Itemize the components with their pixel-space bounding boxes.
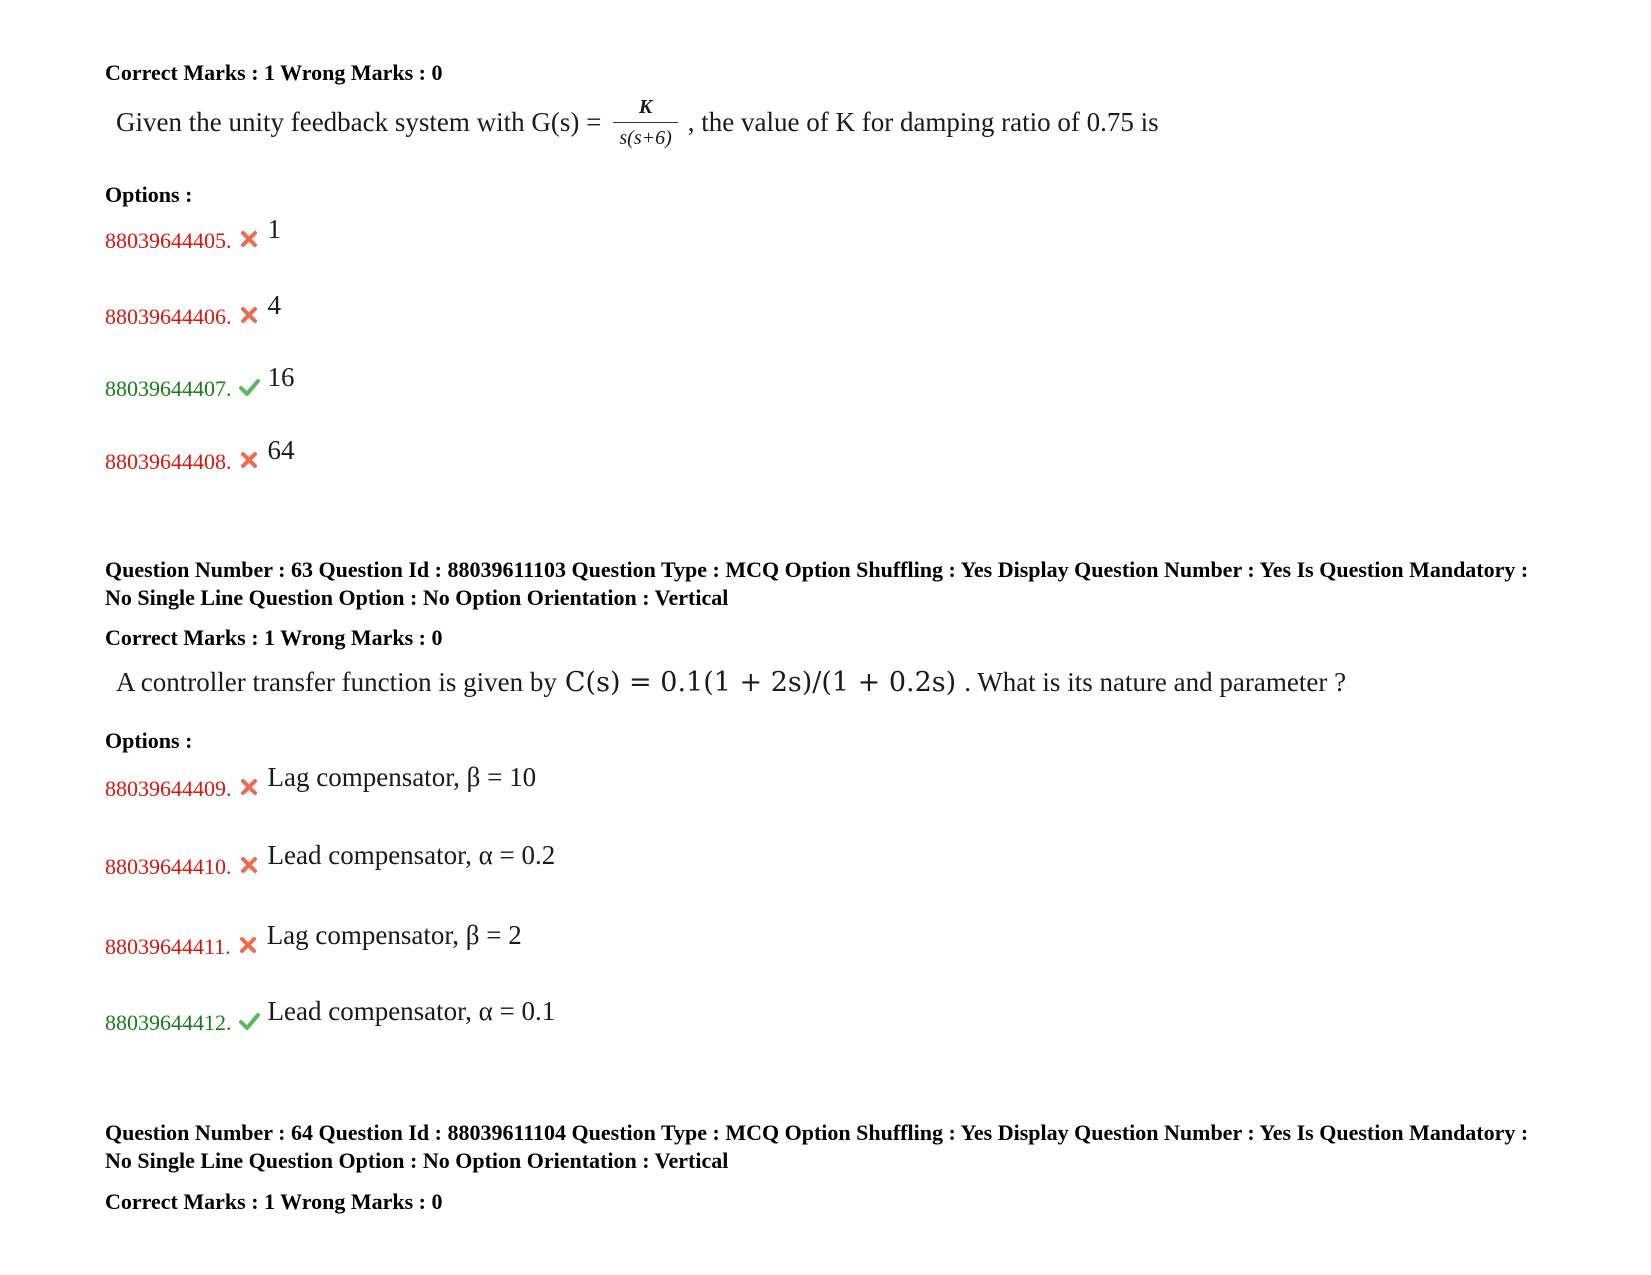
transfer-function-formula: C(s) = 0.1(1 + 2s)/(1 + 0.2s)	[564, 667, 957, 698]
option-text: 4	[267, 290, 281, 320]
question-text	[116, 667, 1346, 698]
option-row	[105, 996, 555, 1036]
question-suffix: . What is its nature and parameter ?	[964, 667, 1347, 697]
option-row	[105, 435, 295, 475]
question-meta: Question Number : 64 Question Id : 88039611104 Question Type : MCQ Option Shuffling : Yes Display Question Number : Yes Is Question Mandatory : No Single Line Question Option : No Option Orientation : Vertical	[105, 1120, 1529, 1173]
option-text: 1	[267, 214, 281, 244]
question-prefix: Given the unity feedback system with G(s) =	[116, 107, 602, 137]
option-id: 88039644411.	[105, 934, 231, 959]
option-text: Lead compensator, α = 0.1	[267, 996, 556, 1026]
correct-marks-label: Correct Marks : 1 Wrong Marks : 0	[105, 1189, 443, 1214]
options-label: Options :	[105, 182, 193, 207]
transfer-function-fraction	[613, 96, 677, 149]
option-row	[105, 762, 536, 802]
cross-icon	[238, 854, 260, 876]
option-row	[105, 362, 295, 402]
option-row	[105, 840, 555, 880]
option-id: 88039644406.	[105, 304, 232, 329]
option-text: Lag compensator, β = 10	[267, 762, 537, 792]
option-row	[105, 920, 522, 960]
cross-icon	[238, 449, 260, 471]
question-text	[116, 96, 1159, 149]
option-id: 88039644408.	[105, 449, 232, 474]
option-text: 16	[267, 362, 295, 392]
option-id: 88039644409.	[105, 776, 232, 801]
correct-marks-label: Correct Marks : 1 Wrong Marks : 0	[105, 60, 443, 85]
check-icon	[238, 1010, 260, 1032]
option-text: Lead compensator, α = 0.2	[267, 840, 556, 870]
cross-icon	[238, 776, 260, 798]
option-id: 88039644407.	[105, 376, 232, 401]
check-icon	[238, 376, 260, 398]
fraction-numerator: K	[638, 96, 653, 118]
option-text: Lag compensator, β = 2	[266, 920, 522, 950]
option-row	[105, 290, 281, 330]
fraction-denominator: s(s+6)	[613, 122, 677, 149]
option-id: 88039644405.	[105, 228, 232, 253]
option-id: 88039644412.	[105, 1010, 232, 1035]
cross-icon	[238, 228, 260, 250]
correct-marks-label: Correct Marks : 1 Wrong Marks : 0	[105, 625, 443, 650]
option-row	[105, 214, 281, 254]
question-suffix: , the value of K for damping ratio of 0.75 is	[687, 107, 1159, 137]
question-prefix: A controller transfer function is given by	[116, 667, 557, 697]
question-meta: Question Number : 63 Question Id : 88039611103 Question Type : MCQ Option Shuffling : Yes Display Question Number : Yes Is Question Mandatory : No Single Line Question Option : No Option Orientation : Vertical	[105, 557, 1529, 610]
options-label: Options :	[105, 728, 193, 753]
option-text: 64	[267, 435, 295, 465]
cross-icon	[238, 304, 260, 326]
cross-icon	[237, 934, 259, 956]
option-id: 88039644410.	[105, 854, 232, 879]
